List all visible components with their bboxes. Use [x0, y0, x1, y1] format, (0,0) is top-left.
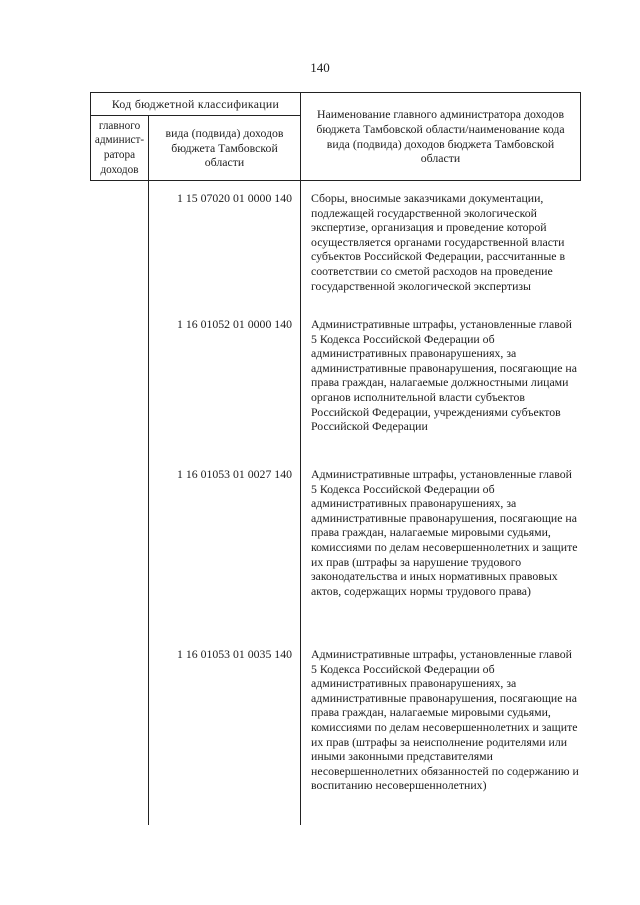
description-cell: Административные штрафы, установленные главой 5 Кодекса Российской Федерации об административных правонарушениях, за административные правонарушения, посягающие на права граждан, налагаемые мировыми судьями, комиссиями по делам несовершеннолетних и защите их прав (штрафы за нарушение трудового законодательства и иных нормативных правовых актов, содержащих нормы трудового права) — [311, 467, 578, 598]
code-cell: 1 16 01052 01 0000 140 — [149, 307, 301, 457]
admin-cell — [91, 637, 149, 825]
table-row — [91, 307, 581, 457]
budget-classification-table — [90, 92, 581, 825]
header-admin-column: главного админист-ратора доходов — [91, 116, 149, 181]
header-budget-code-group: Код бюджетной классификации — [91, 93, 301, 116]
code-cell: 1 16 01053 01 0035 140 — [149, 637, 301, 825]
page-number: 140 — [310, 60, 330, 75]
description-cell: Административные штрафы, установленные главой 5 Кодекса Российской Федерации об административных правонарушениях, за административные правонарушения, посягающие на права граждан, налагаемые должностными лицами органов исполнительной власти субъектов Российской Федерации, учреждениями субъектов Российской Федерации — [311, 317, 577, 434]
admin-cell — [91, 307, 149, 457]
admin-cell — [91, 181, 149, 308]
header-kind-column: вида (подвида) доходов бюджета Тамбовской области — [149, 116, 301, 181]
table-row — [91, 181, 581, 308]
header-name-column: Наименование главного администратора доходов бюджета Тамбовской области/наименование кода вида (подвида) доходов бюджета Тамбовской области — [301, 93, 581, 181]
admin-cell — [91, 457, 149, 637]
description-cell: Сборы, вносимые заказчиками документации, подлежащей государственной экологической экспертизе, организация и проведение которой осуществляется органами государственной власти субъектов Российской Федерации, рассчитанные в соответствии со сметой расходов на проведение государственной экологической экспертизы — [311, 191, 566, 293]
table-row — [91, 457, 581, 637]
table-header — [91, 93, 581, 181]
description-cell: Административные штрафы, установленные главой 5 Кодекса Российской Федерации об административных правонарушениях, за административные правонарушения, посягающие на права граждан, налагаемые мировыми судьями, комиссиями по делам несовершеннолетних и защите их прав (штрафы за неисполнение родителями или иными законными представителями несовершеннолетних обязанностей по содержанию и воспитанию несовершеннолетних) — [311, 647, 579, 793]
table-row — [91, 637, 581, 825]
code-cell: 1 16 01053 01 0027 140 — [149, 457, 301, 637]
table-body — [91, 181, 581, 826]
code-cell: 1 15 07020 01 0000 140 — [149, 181, 301, 308]
